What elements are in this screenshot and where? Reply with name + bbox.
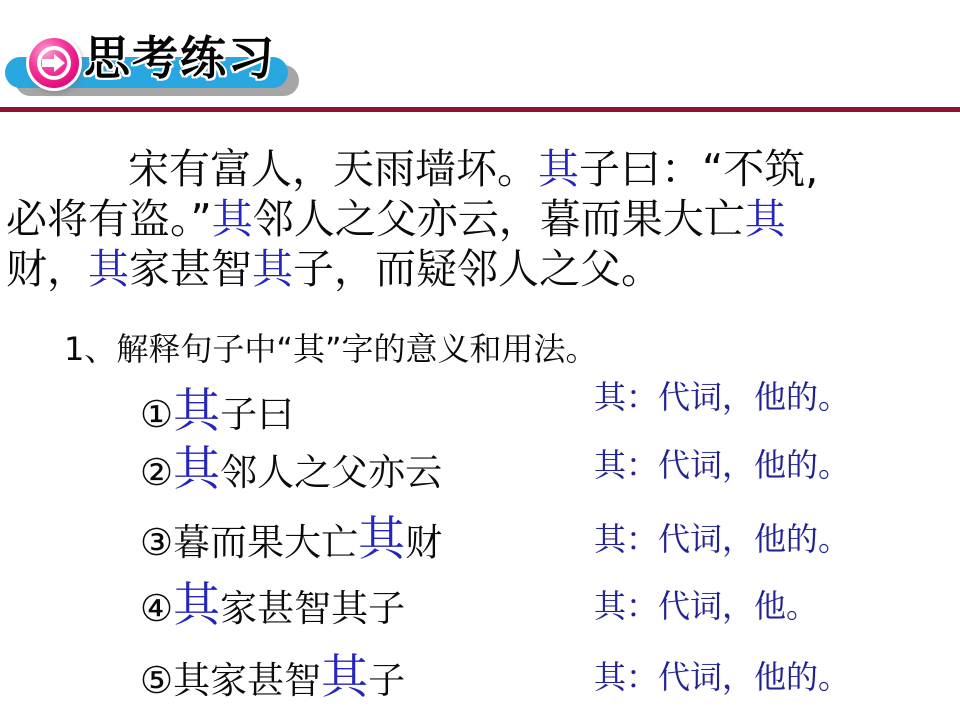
text-segment: 财 [405, 521, 443, 564]
arrow-button-badge [26, 35, 82, 91]
passage-line-1 [6, 144, 956, 194]
highlight-char: 其 [173, 442, 221, 497]
text-segment: 子曰 [220, 393, 295, 436]
answer-1: 其：代词，他的。 [594, 378, 851, 416]
text-segment: 邻人之父亦云 [220, 451, 443, 494]
highlight-char: 其 [173, 578, 221, 633]
text-segment: ④ [140, 587, 174, 630]
text-segment: 子 [368, 659, 406, 702]
answer-2: 其：代词，他的。 [594, 446, 851, 484]
highlight-char: 其 [321, 650, 369, 705]
list-item-1 [140, 384, 295, 439]
text-segment: 子曰：“不筑, [579, 145, 819, 193]
list-item-3 [140, 512, 443, 567]
text-segment: 财， [6, 245, 88, 293]
passage [6, 144, 956, 294]
text-segment: 必将有盗。” [6, 195, 212, 243]
text-segment: 宋有富人，天雨墙坏。 [128, 145, 538, 193]
text-segment: ① [140, 393, 174, 436]
answer-4: 其：代词，他。 [594, 587, 819, 625]
answer-3: 其：代词，他的。 [594, 520, 851, 558]
list-item-4 [140, 578, 406, 633]
highlight-char: 其 [211, 195, 253, 243]
header-badge [0, 0, 340, 110]
passage-line-2 [6, 194, 956, 244]
text-segment: 邻人之父亦云，暮而果大亡 [252, 195, 745, 243]
text-segment: ③暮而果大亡 [140, 521, 359, 564]
text-segment: 家甚智其子 [220, 587, 406, 630]
text-segment: ⑤其家甚智 [140, 659, 322, 702]
passage-line-3 [6, 244, 956, 294]
question-prompt: 1、解释句子中“其”字的意义和用法。 [64, 330, 598, 368]
answer-5: 其：代词，他的。 [594, 658, 851, 696]
highlight-char: 其 [88, 245, 129, 293]
divider-line [0, 107, 960, 112]
highlight-char: 其 [173, 384, 221, 439]
text-segment: ② [140, 451, 174, 494]
page-title: 思考练习 [84, 31, 276, 85]
highlight-char: 其 [252, 245, 293, 293]
list-item-5 [140, 650, 406, 705]
list-item-2 [140, 442, 443, 497]
highlight-char: 其 [744, 195, 786, 243]
text-segment: 子，而疑邻人之父。 [293, 245, 662, 293]
text-segment: 家甚智 [129, 245, 252, 293]
highlight-char: 其 [358, 512, 406, 567]
highlight-char: 其 [538, 145, 579, 193]
